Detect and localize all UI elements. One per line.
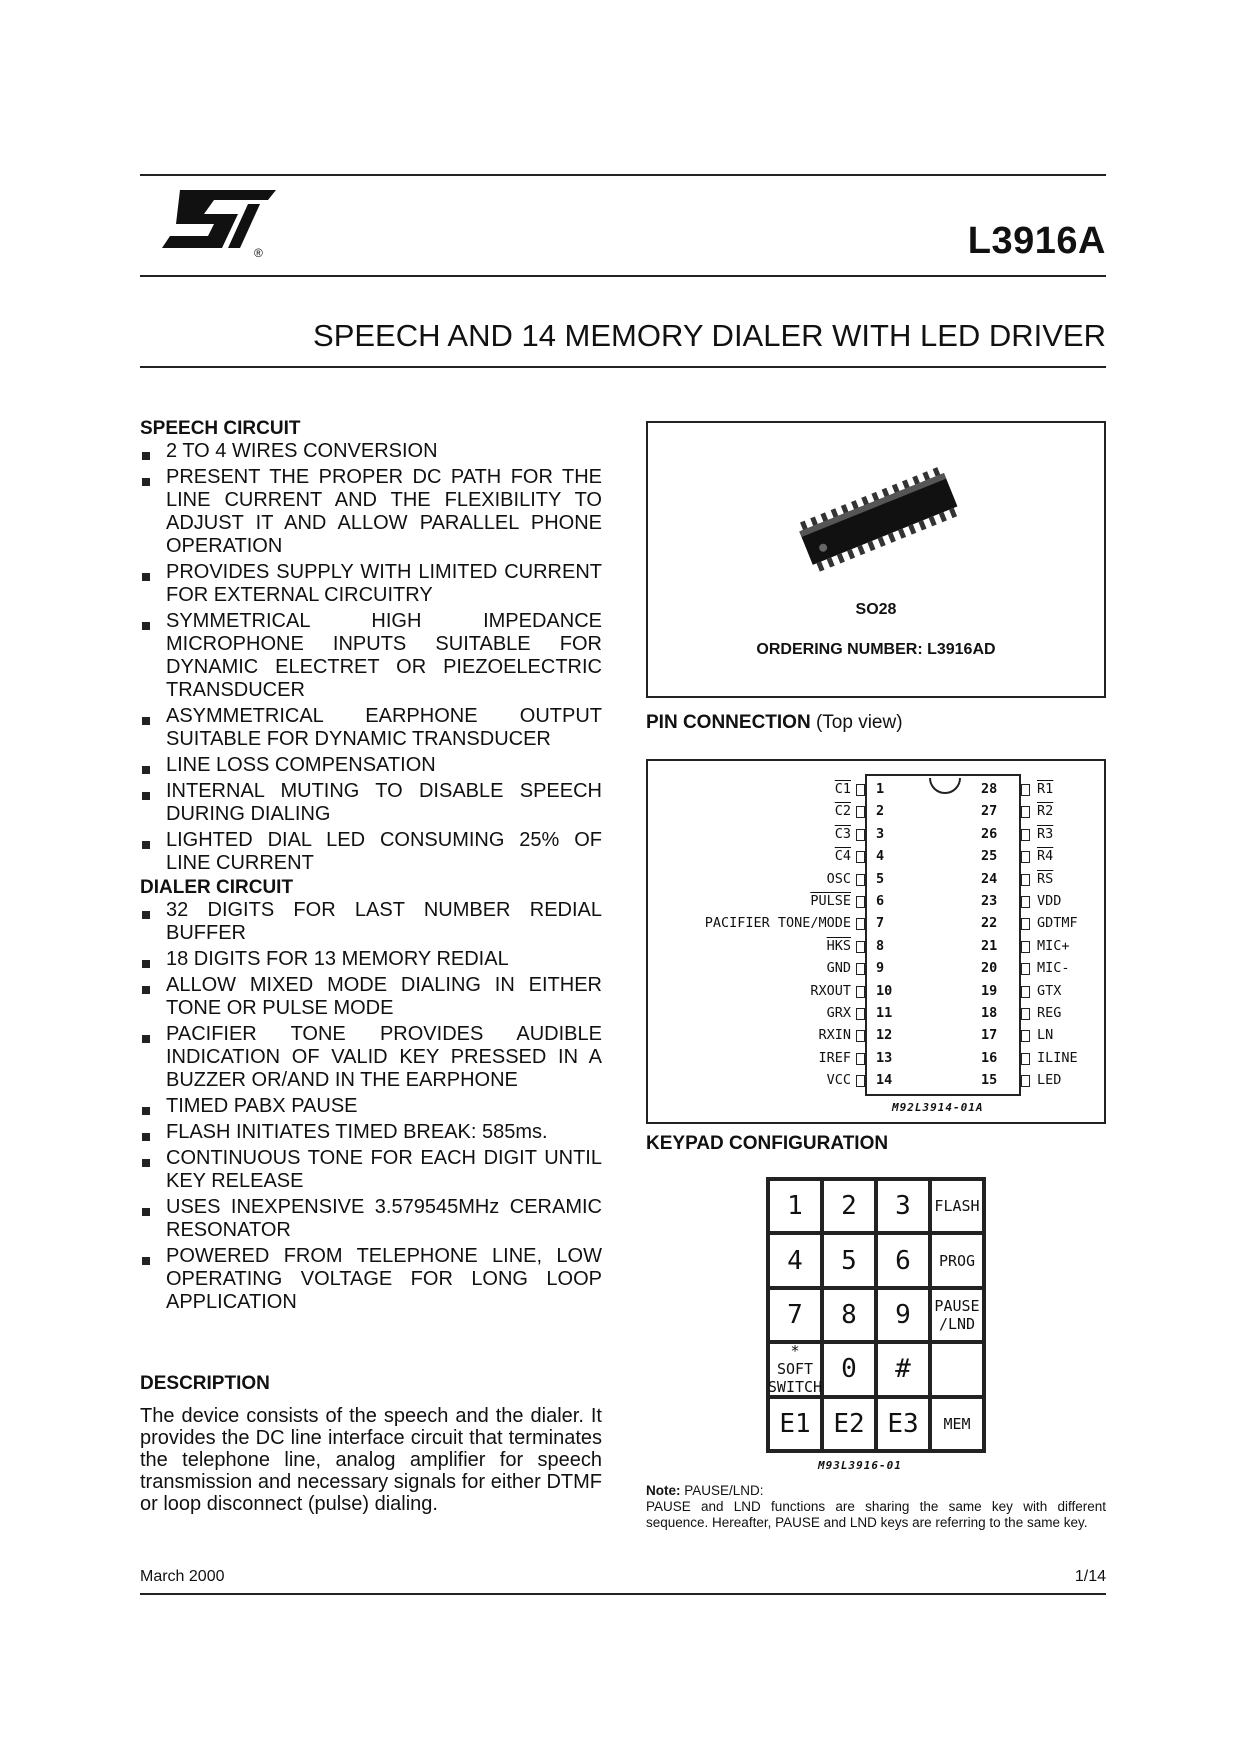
pin-label: MIC+ xyxy=(1037,937,1070,954)
bullet-square-icon xyxy=(142,478,150,486)
speech-circuit-item-text: SYMMETRICAL HIGH IMPEDANCE MICROPHONE INPUTS SUITABLE FOR DYNAMIC ELECTRET OR PIEZOELECTRIC TRANSDUCER xyxy=(166,610,602,701)
description-section xyxy=(140,1372,602,1515)
dialer-circuit-item xyxy=(140,899,602,945)
bullet-square-icon xyxy=(142,717,150,725)
pin-label: RXIN xyxy=(818,1027,851,1044)
pin-pad-icon xyxy=(1021,1030,1030,1042)
speech-circuit-item-text: PROVIDES SUPPLY WITH LIMITED CURRENT FOR EXTERNAL CIRCUITRY xyxy=(166,561,602,606)
keypad-key[interactable] xyxy=(930,1288,984,1342)
pin-row xyxy=(981,960,1108,978)
dialer-circuit-item xyxy=(140,948,602,971)
pin-row xyxy=(981,937,1108,956)
pin-pad-icon xyxy=(1021,986,1030,998)
pin-pad-icon xyxy=(1021,963,1030,975)
pin-number: 24 xyxy=(981,870,998,887)
pin-label: R1 xyxy=(1037,781,1054,797)
pin-number: 2 xyxy=(876,803,885,820)
pin-row xyxy=(981,893,1108,911)
pin-label: $\overline{RS}$ xyxy=(1037,870,1054,887)
pin-pad-icon xyxy=(1021,896,1030,908)
speech-circuit-item xyxy=(140,561,602,607)
pin-number: 8 xyxy=(876,937,885,954)
pin-number: 12 xyxy=(876,1027,893,1044)
keypad-heading: KEYPAD CONFIGURATION xyxy=(646,1133,889,1154)
left-column xyxy=(140,417,602,1317)
bullet-square-icon xyxy=(142,792,150,800)
pin-pad-icon xyxy=(1021,1008,1030,1020)
pin-label: ILINE xyxy=(1037,1049,1078,1066)
speech-circuit-item xyxy=(140,829,602,875)
keypad-grid xyxy=(766,1177,986,1453)
part-number: L3916A xyxy=(967,220,1106,262)
pin-number: 23 xyxy=(981,893,998,909)
pin-number: 9 xyxy=(876,960,885,977)
pin-label: PACIFIER TONE/MODE xyxy=(704,915,851,932)
pin-connection-heading xyxy=(646,712,903,734)
pin-number: 25 xyxy=(981,848,998,865)
keypad-key-label: PAUSE /LND xyxy=(934,1296,980,1333)
description-text: The device consists of the speech and the dialer. It provides the DC line interface circuit that terminates the telephone line, analog amplifier for speech transmission and necessary signals for either DTMF or loop disconnect (pulse) dialing. xyxy=(140,1405,602,1515)
pin-number: 14 xyxy=(876,1072,893,1089)
bullet-square-icon xyxy=(142,986,150,994)
package-box xyxy=(646,421,1106,698)
pin-number: 6 xyxy=(876,893,885,909)
keypad-key[interactable] xyxy=(876,1342,930,1396)
pin-row xyxy=(981,781,1108,799)
pin-row xyxy=(648,893,908,911)
footer-date: March 2000 xyxy=(140,1568,225,1585)
pin-row xyxy=(981,915,1108,933)
registered-mark: ® xyxy=(254,246,263,260)
chip-outline xyxy=(865,774,1021,1096)
pin-row xyxy=(648,960,908,978)
pin-label: OSC xyxy=(826,870,851,887)
keypad-key[interactable] xyxy=(822,1233,876,1287)
keypad-key-label: 2 xyxy=(841,1191,857,1222)
pin-number: 15 xyxy=(981,1072,998,1089)
left-pin-column xyxy=(648,761,893,1121)
speech-circuit-item xyxy=(140,780,602,826)
pin-number: 19 xyxy=(981,982,998,999)
pin-row xyxy=(648,1027,908,1045)
footer-page: 1/14 xyxy=(1074,1568,1106,1585)
bullet-square-icon xyxy=(142,911,150,919)
keypad-key[interactable] xyxy=(768,1397,822,1451)
keypad-key-label: MEM xyxy=(943,1414,971,1433)
chip-notch xyxy=(929,762,961,794)
pin-label: $\overline{HKS}$ xyxy=(826,937,851,954)
header-top-rule xyxy=(140,174,1106,176)
speech-circuit-item xyxy=(140,610,602,702)
keypad-key[interactable] xyxy=(930,1179,984,1233)
pin-connection-title: PIN CONNECTION xyxy=(646,712,811,733)
pin-label: VDD xyxy=(1037,893,1062,909)
pin-label: IREF xyxy=(818,1049,851,1066)
pin-number: 18 xyxy=(981,1005,998,1021)
dialer-circuit-item-text: CONTINUOUS TONE FOR EACH DIGIT UNTIL KEY RELEASE xyxy=(166,1147,602,1192)
pin-pad-icon xyxy=(1021,829,1030,841)
bullet-square-icon xyxy=(142,1257,150,1265)
pin-label: PULSE xyxy=(810,893,851,909)
pin-pad-icon xyxy=(1021,851,1030,863)
keypad-key[interactable] xyxy=(876,1288,930,1342)
pin-label: C2 xyxy=(834,803,851,820)
pin-pad-icon xyxy=(1021,918,1030,930)
keypad-key-label: * SOFT SWITCH xyxy=(767,1342,823,1397)
pin-row xyxy=(981,1027,1108,1045)
keypad-key[interactable] xyxy=(876,1233,930,1287)
speech-circuit-item-text: LIGHTED DIAL LED CONSUMING 25% OF LINE CURRENT xyxy=(166,829,602,874)
dialer-circuit-item xyxy=(140,1196,602,1242)
note-title: PAUSE/LND: xyxy=(684,1483,764,1498)
pin-label: GRX xyxy=(826,1005,851,1021)
bullet-square-icon xyxy=(142,766,150,774)
keypad-key[interactable] xyxy=(822,1397,876,1451)
so28-package-image xyxy=(788,463,968,573)
keypad-key-label: 8 xyxy=(841,1299,857,1330)
right-pin-column xyxy=(981,761,1108,1121)
keypad-key[interactable] xyxy=(768,1342,822,1396)
pin-label: GDTMF xyxy=(1037,915,1078,932)
dialer-circuit-item-text: USES INEXPENSIVE 3.579545MHz CERAMIC RESONATOR xyxy=(166,1196,602,1241)
bullet-square-icon xyxy=(142,1107,150,1115)
keypad-key-label: 9 xyxy=(895,1299,911,1330)
keypad-key[interactable] xyxy=(930,1342,984,1396)
keypad-key[interactable] xyxy=(876,1397,930,1451)
pin-row xyxy=(648,803,908,821)
package-name: SO28 xyxy=(855,601,897,618)
bullet-square-icon xyxy=(142,841,150,849)
dialer-circuit-item-text: TIMED PABX PAUSE xyxy=(166,1095,358,1117)
pin-row xyxy=(981,848,1108,866)
pin-label: R2 xyxy=(1037,803,1054,820)
pin-number: 17 xyxy=(981,1027,998,1044)
keypad-key-label: 1 xyxy=(787,1191,803,1222)
speech-circuit-item-text: 2 TO 4 WIRES CONVERSION xyxy=(166,440,438,462)
keypad-key-label: 7 xyxy=(787,1299,803,1330)
keypad-key[interactable] xyxy=(768,1233,822,1287)
dialer-circuit-item-text: PACIFIER TONE PROVIDES AUDIBLE INDICATION OF VALID KEY PRESSED IN A BUZZER OR/AND IN THE EARPHONE xyxy=(166,1023,602,1091)
keypad-key[interactable] xyxy=(768,1179,822,1233)
dialer-circuit-item xyxy=(140,974,602,1020)
document-title: SPEECH AND 14 MEMORY DIALER WITH LED DRIVER xyxy=(313,318,1106,353)
pin-row xyxy=(981,1049,1108,1068)
pin-label: LN xyxy=(1037,1027,1054,1044)
pin-number: 13 xyxy=(876,1049,893,1066)
pin-label: C1 xyxy=(834,781,851,797)
pin-label: GTX xyxy=(1037,982,1062,999)
dialer-circuit-item-text: ALLOW MIXED MODE DIALING IN EITHER TONE OR PULSE MODE xyxy=(166,974,602,1019)
speech-circuit-item xyxy=(140,754,602,777)
keypad-key-label: E1 xyxy=(779,1408,811,1439)
pin-row xyxy=(648,781,908,799)
speech-circuit-item-text: ASYMMETRICAL EARPHONE OUTPUT SUITABLE FOR DYNAMIC TRANSDUCER xyxy=(166,705,602,750)
pin-row xyxy=(981,982,1108,1001)
pin-row xyxy=(648,938,908,956)
pin-row xyxy=(981,1072,1108,1090)
pin-row xyxy=(648,848,908,866)
dialer-circuit-item-text: 18 DIGITS FOR 13 MEMORY REDIAL xyxy=(166,948,509,970)
keypad-key-label: # xyxy=(895,1354,911,1385)
pin-number: 3 xyxy=(876,825,885,842)
pin-number: 4 xyxy=(876,848,885,865)
keypad-key[interactable] xyxy=(822,1179,876,1233)
bullet-square-icon xyxy=(142,1208,150,1216)
dialer-circuit-item xyxy=(140,1147,602,1193)
speech-circuit-item xyxy=(140,705,602,751)
keypad-key-label: FLASH xyxy=(934,1197,980,1216)
dialer-circuit-item-text: 32 DIGITS FOR LAST NUMBER REDIAL BUFFER xyxy=(166,899,602,944)
keypad-key[interactable] xyxy=(822,1342,876,1396)
dialer-circuit-item-text: POWERED FROM TELEPHONE LINE, LOW OPERATING VOLTAGE FOR LONG LOOP APPLICATION xyxy=(166,1245,602,1313)
bullet-square-icon xyxy=(142,622,150,630)
pin-pad-icon xyxy=(1021,1053,1030,1065)
keypad-key[interactable] xyxy=(768,1288,822,1342)
pin-pad-icon xyxy=(1021,1075,1030,1087)
keypad-key[interactable] xyxy=(822,1288,876,1342)
pin-connection-subtitle: (Top view) xyxy=(815,712,903,733)
keypad-key-label: 5 xyxy=(841,1245,857,1276)
pin-number: 21 xyxy=(981,937,998,954)
speech-circuit-item-text: PRESENT THE PROPER DC PATH FOR THE LINE CURRENT AND THE FLEXIBILITY TO ADJUST IT AND ALLOW PARALLEL PHONE OPERATION xyxy=(166,466,602,557)
pin-pad-icon xyxy=(1021,874,1030,886)
footer-rule xyxy=(140,1593,1106,1595)
pin-label: RXOUT xyxy=(810,982,851,999)
speech-circuit-list xyxy=(140,440,602,875)
pin-pad-icon xyxy=(1021,941,1030,953)
description-heading: DESCRIPTION xyxy=(140,1373,270,1394)
speech-circuit-item-text: INTERNAL MUTING TO DISABLE SPEECH DURING DIALING xyxy=(166,780,602,825)
speech-circuit-heading: SPEECH CIRCUIT xyxy=(140,418,301,439)
pin-number: 26 xyxy=(981,825,998,842)
bullet-square-icon xyxy=(142,452,150,460)
pin-label: MIC- xyxy=(1037,960,1070,977)
pin-row xyxy=(981,1005,1108,1023)
keypad-key[interactable] xyxy=(930,1233,984,1287)
pin-pad-icon xyxy=(1021,806,1030,818)
pin-row xyxy=(648,983,908,1001)
pin-number: 5 xyxy=(876,870,885,887)
keypad-key[interactable] xyxy=(876,1179,930,1233)
note xyxy=(646,1483,1106,1531)
pin-label: C4 xyxy=(834,848,851,865)
dialer-circuit-item xyxy=(140,1245,602,1314)
pin-number: 1 xyxy=(876,781,885,797)
pin-row xyxy=(981,803,1108,821)
pin-row xyxy=(648,826,908,844)
pin-row xyxy=(648,915,908,933)
bullet-square-icon xyxy=(142,1159,150,1167)
pin-number: 22 xyxy=(981,915,998,932)
dialer-circuit-heading: DIALER CIRCUIT xyxy=(140,877,294,898)
pin-label: R4 xyxy=(1037,848,1054,865)
pin-row xyxy=(648,1072,908,1090)
pin-label: R3 xyxy=(1037,825,1054,842)
keypad-key[interactable] xyxy=(930,1397,984,1451)
dialer-circuit-list xyxy=(140,899,602,1314)
keypad-key-label: E3 xyxy=(887,1408,919,1439)
pin-label: VCC xyxy=(826,1072,851,1089)
header-mid-rule xyxy=(140,275,1106,277)
speech-circuit-item xyxy=(140,466,602,558)
ordering-number: ORDERING NUMBER: L3916AD xyxy=(756,641,996,658)
note-label: Note: xyxy=(646,1483,681,1498)
pin-row xyxy=(981,870,1108,889)
keypad-caption: M93L3916-01 xyxy=(818,1459,902,1472)
note-text: PAUSE and LND functions are sharing the same key with different sequence. Hereafter, PAUSE and LND keys are referring to the same key. xyxy=(646,1499,1106,1530)
bullet-square-icon xyxy=(142,573,150,581)
pin-row xyxy=(648,1005,908,1023)
dialer-circuit-item xyxy=(140,1023,602,1092)
pin-number: 11 xyxy=(876,1005,893,1021)
keypad-key-label: 6 xyxy=(895,1245,911,1276)
keypad-key-label: 3 xyxy=(895,1191,911,1222)
keypad-key-label: 4 xyxy=(787,1245,803,1276)
dialer-circuit-item xyxy=(140,1095,602,1118)
pin-row xyxy=(981,825,1108,844)
pin-label: C3 xyxy=(834,825,851,842)
pin-connection-box xyxy=(646,759,1106,1124)
pin-number: 28 xyxy=(981,781,998,797)
pin-pad-icon xyxy=(1021,784,1030,796)
pin-number: 27 xyxy=(981,803,998,820)
title-rule xyxy=(140,366,1106,368)
pin-label: REG xyxy=(1037,1005,1062,1021)
pin-row xyxy=(648,1050,908,1068)
pin-diagram-caption: M92L3914-01A xyxy=(892,1101,984,1114)
dialer-circuit-item xyxy=(140,1121,602,1144)
bullet-square-icon xyxy=(142,1035,150,1043)
pin-label: GND xyxy=(826,960,851,977)
pin-label: LED xyxy=(1037,1072,1062,1089)
keypad-key-label: 0 xyxy=(841,1354,857,1385)
pin-number: 16 xyxy=(981,1049,998,1066)
bullet-square-icon xyxy=(142,1133,150,1141)
pin-number: 10 xyxy=(876,982,893,999)
keypad-key-label: E2 xyxy=(833,1408,865,1439)
pin-number: 20 xyxy=(981,960,998,977)
bullet-square-icon xyxy=(142,960,150,968)
dialer-circuit-item-text: FLASH INITIATES TIMED BREAK: 585ms. xyxy=(166,1121,548,1143)
speech-circuit-item-text: LINE LOSS COMPENSATION xyxy=(166,754,436,776)
speech-circuit-item xyxy=(140,440,602,463)
pin-number: 7 xyxy=(876,915,885,932)
pin-row xyxy=(648,871,908,889)
keypad-key-label: PROG xyxy=(938,1251,976,1270)
